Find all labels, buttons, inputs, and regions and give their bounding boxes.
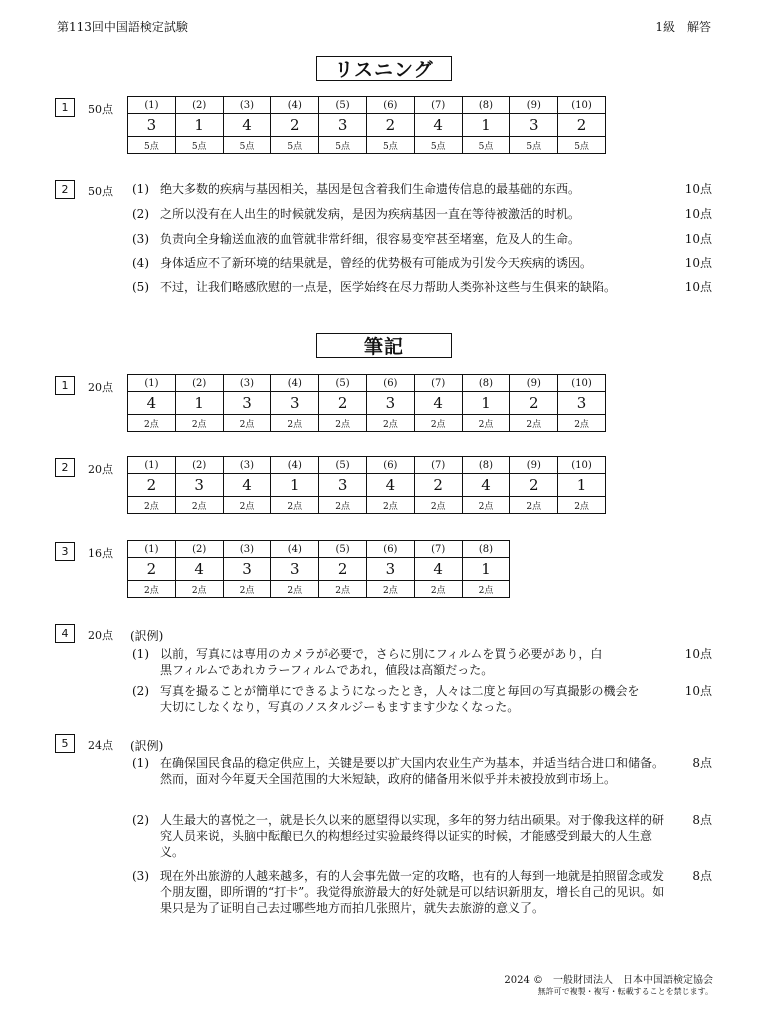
item-points: 8点: [692, 869, 712, 883]
answer-label: (3): [223, 457, 271, 474]
answer-value: 1: [271, 474, 319, 497]
question-number: 3: [55, 542, 75, 561]
answer-label: (10): [558, 457, 606, 474]
table-row: [128, 457, 606, 474]
answer-label: (4): [271, 541, 319, 558]
table-row: [128, 581, 510, 598]
answer-points: 2点: [414, 415, 462, 432]
answer-points: 2点: [462, 415, 510, 432]
item-number: (1): [132, 182, 149, 196]
answer-value: 1: [462, 114, 510, 137]
answer-label: (8): [462, 97, 510, 114]
answer-points: 2点: [223, 497, 271, 514]
answer-points: 2点: [319, 581, 367, 598]
answer-points: 2点: [128, 415, 176, 432]
table-row: [128, 114, 606, 137]
answer-points: 2点: [271, 581, 319, 598]
item-text: 以前，写真には専用のカメラが必要で，さらに別にフィルムを買う必要があり，白黒フィルムであれカラーフィルムであれ，値段は高額だった。: [160, 647, 603, 677]
answer-label: (4): [271, 97, 319, 114]
answer-points: 2点: [175, 415, 223, 432]
answer-points: 2点: [175, 497, 223, 514]
answer-value: 4: [414, 392, 462, 415]
answer-label: (7): [414, 375, 462, 392]
question-points: 20点: [88, 381, 113, 394]
answer-points: 2点: [128, 581, 176, 598]
answer-label: (7): [414, 541, 462, 558]
item-number: (4): [132, 256, 149, 270]
answer-table: [127, 540, 510, 598]
item-text: 不过，让我们略感欣慰的一点是，医学始终在尽力帮助人类弥补这些与生俱来的缺陷。: [160, 280, 617, 294]
answer-label: (8): [462, 375, 510, 392]
question-points: 50点: [88, 185, 113, 198]
answer-label: (6): [366, 457, 414, 474]
section-title-writing: 筆記: [316, 333, 452, 358]
answer-value: 2: [319, 558, 367, 581]
answer-label: (8): [462, 541, 510, 558]
answer-label: (1): [128, 457, 176, 474]
copyright-notice: 無許可で複製・複写・転載することを禁じます。: [537, 987, 713, 996]
answer-value: 3: [319, 474, 367, 497]
translation-note: (訳例): [130, 629, 164, 643]
answer-value: 4: [414, 114, 462, 137]
answer-value: 3: [366, 558, 414, 581]
answer-label: (7): [414, 97, 462, 114]
answer-points: 2点: [319, 497, 367, 514]
table-row: [128, 541, 510, 558]
answer-value: 2: [271, 114, 319, 137]
item-text: 身体适应不了新环境的结果就是，曾经的优势极有可能成为引发今天疾病的诱因。: [160, 256, 593, 270]
answer-value: 4: [462, 474, 510, 497]
table-row: [128, 392, 606, 415]
answer-points: 2点: [175, 581, 223, 598]
answer-label: (3): [223, 375, 271, 392]
answer-value: 4: [366, 474, 414, 497]
table-row: [128, 558, 510, 581]
answer-label: (9): [510, 457, 558, 474]
item-text: 绝大多数的疾病与基因相关，基因是包含着我们生命遗传信息的最基础的东西。: [160, 182, 581, 196]
item-text: 写真を撮ることが簡単にできるようになったとき，人々は二度と毎回の写真撮影の機会を大切にしなくなり，写真のノスタルジーもますます少なくなった。: [160, 684, 640, 714]
translation-note: (訳例): [130, 739, 164, 753]
table-row: [128, 474, 606, 497]
answer-table: [127, 96, 606, 154]
question-points: 20点: [88, 629, 113, 642]
item-text: 人生最大的喜悦之一，就是长久以来的愿望得以实现，多年的努力结出硕果。对于像我这样的研究人员来说，头脑中酝酿已久的构想经过实验最终得以证实的时候，才能感受到最大的人生意义。: [160, 813, 665, 859]
answer-points: 5点: [319, 137, 367, 154]
item-text: 负责向全身输送血液的血管就非常纤细，很容易变窄甚至堵塞，危及人的生命。: [160, 232, 581, 246]
item-points: 10点: [684, 256, 712, 270]
table-row: [128, 97, 606, 114]
answer-label: (4): [271, 457, 319, 474]
item-points: 10点: [684, 232, 712, 246]
answer-label: (5): [319, 541, 367, 558]
answer-points: 5点: [271, 137, 319, 154]
question-points: 50点: [88, 103, 113, 116]
answer-label: (6): [366, 541, 414, 558]
answer-label: (2): [175, 97, 223, 114]
answer-value: 2: [366, 114, 414, 137]
answer-value: 3: [271, 558, 319, 581]
answer-value: 2: [558, 114, 606, 137]
answer-points: 2点: [223, 581, 271, 598]
grade-label: 1級 解答: [655, 20, 711, 34]
item-number: (5): [132, 280, 149, 294]
answer-points: 2点: [414, 581, 462, 598]
item-points: 10点: [684, 280, 712, 294]
answer-value: 3: [175, 474, 223, 497]
answer-value: 1: [175, 114, 223, 137]
question-points: 24点: [88, 739, 113, 752]
answer-value: 4: [223, 474, 271, 497]
answer-label: (3): [223, 541, 271, 558]
item-points: 10点: [684, 647, 712, 661]
answer-label: (5): [319, 375, 367, 392]
answer-points: 5点: [462, 137, 510, 154]
answer-label: (10): [558, 97, 606, 114]
answer-points: 5点: [128, 137, 176, 154]
item-number: (1): [132, 756, 149, 770]
answer-points: 5点: [558, 137, 606, 154]
table-row: [128, 375, 606, 392]
answer-label: (10): [558, 375, 606, 392]
answer-label: (2): [175, 457, 223, 474]
answer-value: 3: [128, 114, 176, 137]
table-row: [128, 415, 606, 432]
item-text: 在确保国民食品的稳定供应上，关键是要以扩大国内农业生产为基本，并适当结合进口和储备。然而，面对今年夏天全国范围的大米短缺，政府的储备用米似乎并未被投放到市场上。: [160, 756, 665, 786]
answer-value: 4: [414, 558, 462, 581]
answer-label: (9): [510, 97, 558, 114]
answer-label: (1): [128, 97, 176, 114]
answer-points: 2点: [128, 497, 176, 514]
item-text: 现在外出旅游的人越来越多，有的人会事先做一定的攻略，也有的人每到一地就是拍照留念或发个朋友圈，即所谓的“打卡”。我觉得旅游最大的好处就是可以结识新朋友，增长自己的见识。如果只是为了证明自己去过哪些地方而拍几张照片，就失去旅游的意义了。: [160, 869, 665, 915]
answer-points: 2点: [366, 581, 414, 598]
question-points: 20点: [88, 463, 113, 476]
item-points: 10点: [684, 207, 712, 221]
answer-value: 4: [128, 392, 176, 415]
answer-value: 4: [175, 558, 223, 581]
item-points: 8点: [692, 813, 712, 827]
answer-points: 5点: [223, 137, 271, 154]
item-points: 8点: [692, 756, 712, 770]
answer-value: 3: [366, 392, 414, 415]
item-number: (2): [132, 813, 149, 827]
answer-value: 1: [175, 392, 223, 415]
question-number: 2: [55, 180, 75, 199]
answer-value: 2: [128, 474, 176, 497]
answer-label: (6): [366, 97, 414, 114]
item-number: (2): [132, 684, 149, 698]
answer-value: 3: [510, 114, 558, 137]
answer-points: 2点: [223, 415, 271, 432]
answer-points: 2点: [414, 497, 462, 514]
answer-points: 2点: [510, 415, 558, 432]
table-row: [128, 497, 606, 514]
answer-label: (7): [414, 457, 462, 474]
answer-label: (4): [271, 375, 319, 392]
answer-points: 5点: [510, 137, 558, 154]
answer-label: (2): [175, 541, 223, 558]
answer-label: (6): [366, 375, 414, 392]
item-number: (2): [132, 207, 149, 221]
answer-points: 2点: [558, 497, 606, 514]
section-title-listening: リスニング: [316, 56, 452, 81]
answer-value: 2: [414, 474, 462, 497]
answer-value: 2: [510, 474, 558, 497]
item-number: (1): [132, 647, 149, 661]
answer-value: 1: [558, 474, 606, 497]
answer-label: (3): [223, 97, 271, 114]
item-points: 10点: [684, 182, 712, 196]
answer-value: 3: [223, 558, 271, 581]
answer-value: 2: [319, 392, 367, 415]
item-number: (3): [132, 869, 149, 883]
answer-value: 4: [223, 114, 271, 137]
answer-value: 3: [223, 392, 271, 415]
answer-points: 2点: [462, 581, 510, 598]
question-number: 2: [55, 458, 75, 477]
question-number: 1: [55, 98, 75, 117]
answer-points: 2点: [510, 497, 558, 514]
answer-table: [127, 374, 606, 432]
answer-value: 1: [462, 558, 510, 581]
answer-value: 2: [510, 392, 558, 415]
question-points: 16点: [88, 547, 113, 560]
answer-points: 5点: [414, 137, 462, 154]
exam-title: 第113回中国語検定試験: [57, 20, 188, 34]
answer-value: 1: [462, 392, 510, 415]
answer-label: (1): [128, 375, 176, 392]
item-number: (3): [132, 232, 149, 246]
answer-value: 3: [271, 392, 319, 415]
answer-points: 2点: [319, 415, 367, 432]
answer-points: 5点: [366, 137, 414, 154]
answer-points: 2点: [271, 415, 319, 432]
answer-table: [127, 456, 606, 514]
answer-label: (9): [510, 375, 558, 392]
item-points: 10点: [684, 684, 712, 698]
answer-points: 2点: [271, 497, 319, 514]
answer-label: (2): [175, 375, 223, 392]
answer-value: 3: [558, 392, 606, 415]
answer-points: 2点: [366, 415, 414, 432]
answer-points: 2点: [462, 497, 510, 514]
answer-label: (1): [128, 541, 176, 558]
answer-points: 2点: [558, 415, 606, 432]
table-row: [128, 137, 606, 154]
answer-points: 5点: [175, 137, 223, 154]
item-text: 之所以没有在人出生的时候就发病，是因为疾病基因一直在等待被激活的时机。: [160, 207, 581, 221]
answer-value: 2: [128, 558, 176, 581]
answer-value: 3: [319, 114, 367, 137]
answer-points: 2点: [366, 497, 414, 514]
question-number: 5: [55, 734, 75, 753]
answer-label: (5): [319, 97, 367, 114]
copyright-line: 2024 © 一般財団法人 日本中国語検定協会: [504, 975, 713, 986]
answer-label: (8): [462, 457, 510, 474]
answer-label: (5): [319, 457, 367, 474]
question-number: 4: [55, 624, 75, 643]
question-number: 1: [55, 376, 75, 395]
